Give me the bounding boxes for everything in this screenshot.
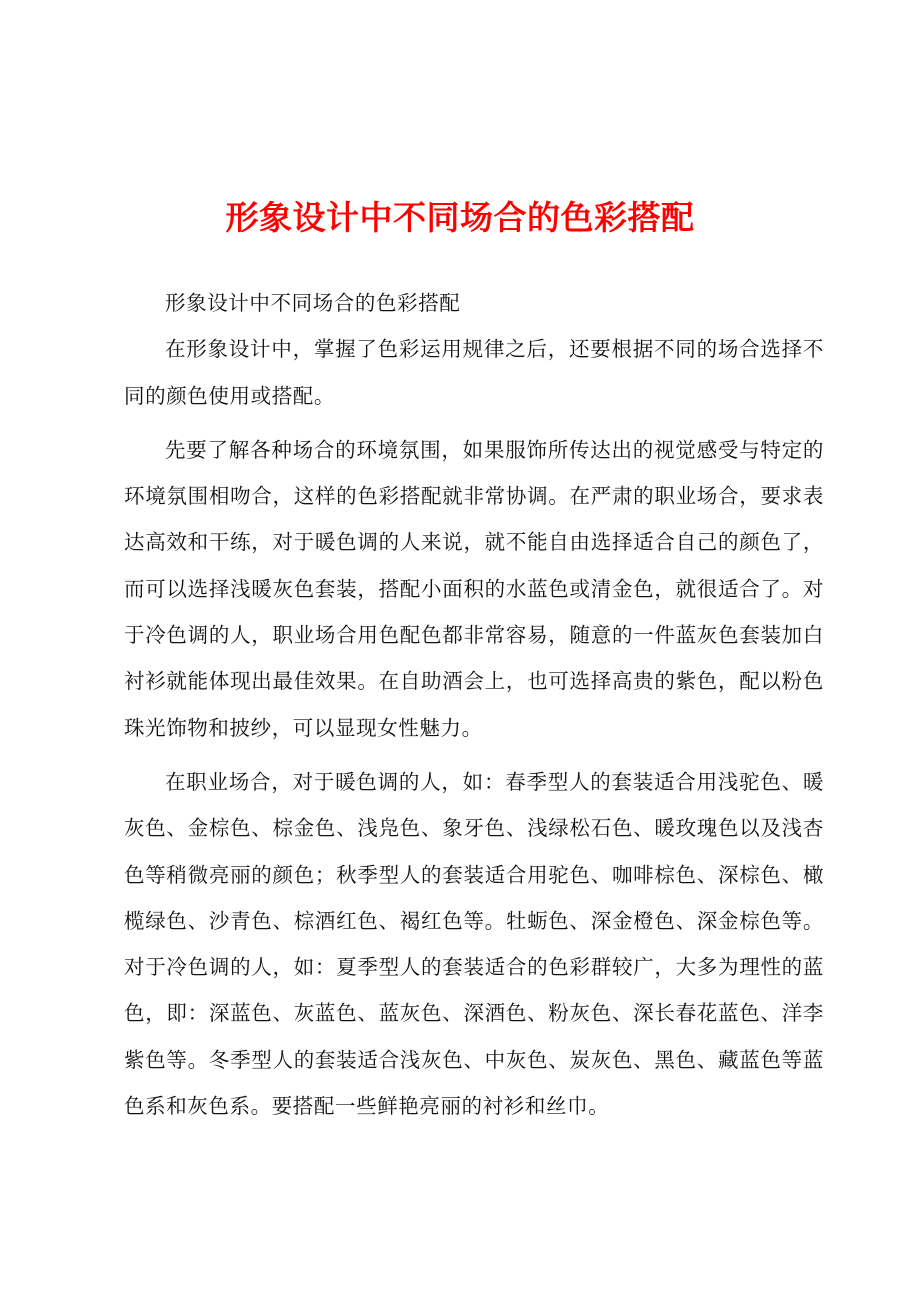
paragraph-professional: 在职业场合，对于暖色调的人，如：春季型人的套装适合用浅驼色、暖灰色、金棕色、棕金色、浅凫色、象牙色、浅绿松石色、暖玫瑰色以及浅杏色等稍微亮丽的颜色；秋季型人的套装适合用驼色、咖啡棕色、深棕色、橄榄绿色、沙青色、棕酒红色、褐红色等。牡蛎色、深金橙色、深金棕色等。对于冷色调的人，如：夏季型人的套装适合的色彩群较广，大多为理性的蓝色，即：深蓝色、灰蓝色、蓝灰色、深酒色、粉灰色、深长春花蓝色、洋李紫色等。冬季型人的套装适合浅灰色、中灰色、炭灰色、黑色、藏蓝色等蓝色系和灰色系。要搭配一些鲜艳亮丽的衬衫和丝巾。 [124,769,824,1119]
document-body [124,280,824,1129]
document-title: 形象设计中不同场合的色彩搭配 [225,198,695,237]
paragraph-subtitle: 形象设计中不同场合的色彩搭配 [165,291,461,315]
paragraph-intro: 在形象设计中，掌握了色彩运用规律之后，还要根据不同的场合选择不同的颜色使用或搭配。 [124,337,824,408]
paragraph-environment: 先要了解各种场合的环境氛围，如果服饰所传达出的视觉感受与特定的环境氛围相吻合，这样的色彩搭配就非常协调。在严肃的职业场合，要求表达高效和干练，对于暖色调的人来说，就不能自由选择适合自己的颜色了，而可以选择浅暖灰色套装，搭配小面积的水蓝色或清金色，就很适合了。对于冷色调的人，职业场合用色配色都非常容易，随意的一件蓝灰色套装加白衬衫就能体现出最佳效果。在自助酒会上，也可选择高贵的紫色，配以粉色珠光饰物和披纱，可以显现女性魅力。 [124,437,824,740]
